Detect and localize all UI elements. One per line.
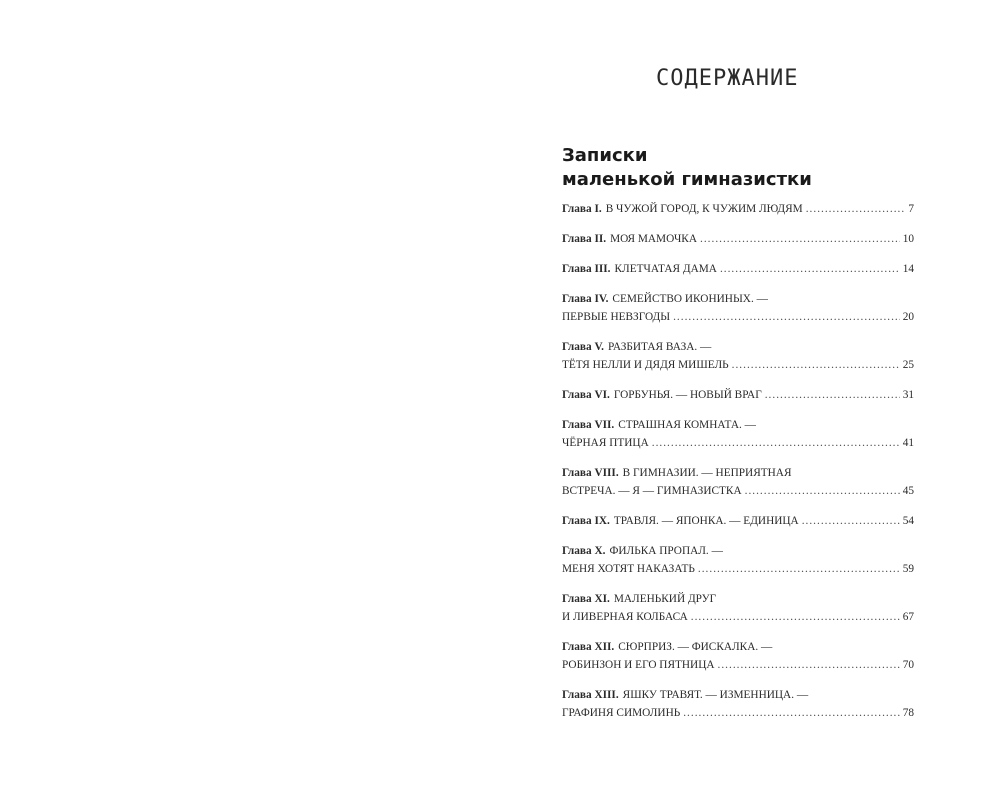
toc-entry[interactable] [562,542,914,578]
chapter-title: СЕМЕЙСТВО ИКОНИНЫХ. — [612,293,768,305]
chapter-title-continued: ТЁТЯ НЕЛЛИ И ДЯДЯ МИШЕЛЬ [562,359,729,371]
page-number: 14 [902,263,914,275]
chapter-title: СЮРПРИЗ. — ФИСКАЛКА. — [618,641,773,653]
toc-entry[interactable] [562,590,914,626]
toc-entry[interactable] [562,260,914,278]
toc-entry[interactable] [562,512,914,530]
chapter-title-continued: И ЛИВЕРНАЯ КОЛБАСА [562,611,688,623]
chapter-label: Глава VIII. [562,467,619,479]
chapter-title: ФИЛЬКА ПРОПАЛ. — [609,545,723,557]
chapter-label: Глава XII. [562,641,615,653]
toc-entry[interactable] [562,638,914,674]
chapter-title: ТРАВЛЯ. — ЯПОНКА. — ЕДИНИЦА [613,515,799,527]
section-title-line-1: Записки [562,145,648,166]
chapter-title-continued: ПЕРВЫЕ НЕВЗГОДЫ [562,311,671,323]
toc-entry-line-2 [562,482,914,500]
toc-entry-line-2 [562,656,914,674]
dot-leader [718,656,900,674]
chapter-label: Глава IX. [562,515,610,527]
chapter-title-continued: МЕНЯ ХОТЯТ НАКАЗАТЬ [562,563,695,575]
toc-entry-line-1 [562,290,914,308]
dot-leader [720,260,900,278]
chapter-label: Глава VI. [562,389,610,401]
chapter-title: СТРАШНАЯ КОМНАТА. — [618,419,756,431]
toc-entry-line-1 [562,260,914,278]
page-number: 78 [902,707,914,719]
toc-entry-line-1 [562,230,914,248]
chapter-title: ГОРБУНЬЯ. — НОВЫЙ ВРАГ [613,389,762,401]
chapter-title: ЯШКУ ТРАВЯТ. — ИЗМЕННИЦА. — [622,689,809,701]
toc-entry-line-1 [562,686,914,704]
chapter-label: Глава VII. [562,419,615,431]
dot-leader [700,230,900,248]
toc-entry[interactable] [562,290,914,326]
toc-entry-line-2 [562,608,914,626]
right-page [500,0,1000,807]
toc-entry[interactable] [562,386,914,404]
toc-entry-line-1 [562,416,914,434]
chapter-label: Глава IV. [562,293,609,305]
dot-leader [806,200,906,218]
dot-leader [691,608,900,626]
page-number: 25 [902,359,914,371]
toc-entry-line-1 [562,638,914,656]
page-number: 54 [902,515,914,527]
dot-leader [673,308,900,326]
toc-entry-line-2 [562,434,914,452]
chapter-label: Глава II. [562,233,607,245]
chapter-title: В ГИМНАЗИИ. — НЕПРИЯТНАЯ [622,467,792,479]
page-number: 70 [902,659,914,671]
chapter-title: МАЛЕНЬКИЙ ДРУГ [613,593,717,605]
chapter-title: МОЯ МАМОЧКА [610,233,698,245]
dot-leader [683,704,899,722]
dot-leader [652,434,900,452]
chapter-title-continued: ЧЁРНАЯ ПТИЦА [562,437,649,449]
toc-entry[interactable] [562,464,914,500]
toc-entry-line-2 [562,308,914,326]
toc-entry-line-1 [562,512,914,530]
toc-entry-line-1 [562,338,914,356]
toc-entry[interactable] [562,416,914,452]
chapter-label: Глава X. [562,545,606,557]
chapter-label: Глава XI. [562,593,610,605]
page-number: 59 [902,563,914,575]
chapter-label: Глава I. [562,203,602,215]
page-number: 45 [902,485,914,497]
page-number: 67 [902,611,914,623]
page-title: СОДЕРЖАНИЕ [656,66,799,91]
dot-leader [765,386,900,404]
section-title [562,144,922,192]
chapter-label: Глава III. [562,263,611,275]
chapter-title: В ЧУЖОЙ ГОРОД, К ЧУЖИМ ЛЮДЯМ [605,203,803,215]
chapter-title: КЛЕТЧАТАЯ ДАМА [614,263,717,275]
chapter-label: Глава V. [562,341,604,353]
dot-leader [802,512,900,530]
page-number: 31 [902,389,914,401]
chapter-title-continued: ГРАФИНЯ СИМОЛИНЬ [562,707,681,719]
page-number: 41 [902,437,914,449]
toc-entry[interactable] [562,200,914,218]
chapter-title-continued: РОБИНЗОН И ЕГО ПЯТНИЦА [562,659,715,671]
toc-entry-line-1 [562,200,914,218]
toc-entry-line-2 [562,356,914,374]
toc-entry[interactable] [562,686,914,722]
toc-list [562,200,914,734]
chapter-label: Глава XIII. [562,689,619,701]
dot-leader [698,560,900,578]
toc-entry-line-1 [562,542,914,560]
toc-entry-line-1 [562,464,914,482]
page-number: 7 [908,203,914,215]
toc-entry-line-2 [562,704,914,722]
chapter-title-continued: ВСТРЕЧА. — Я — ГИМНАЗИСТКА [562,485,742,497]
toc-entry-line-1 [562,590,914,608]
toc-entry[interactable] [562,338,914,374]
dot-leader [732,356,900,374]
dot-leader [745,482,900,500]
toc-entry[interactable] [562,230,914,248]
section-title-line-2: маленькой гимназистки [562,169,812,190]
chapter-title: РАЗБИТАЯ ВАЗА. — [608,341,712,353]
toc-entry-line-2 [562,560,914,578]
toc-entry-line-1 [562,386,914,404]
page-number: 10 [902,233,914,245]
page-number: 20 [902,311,914,323]
